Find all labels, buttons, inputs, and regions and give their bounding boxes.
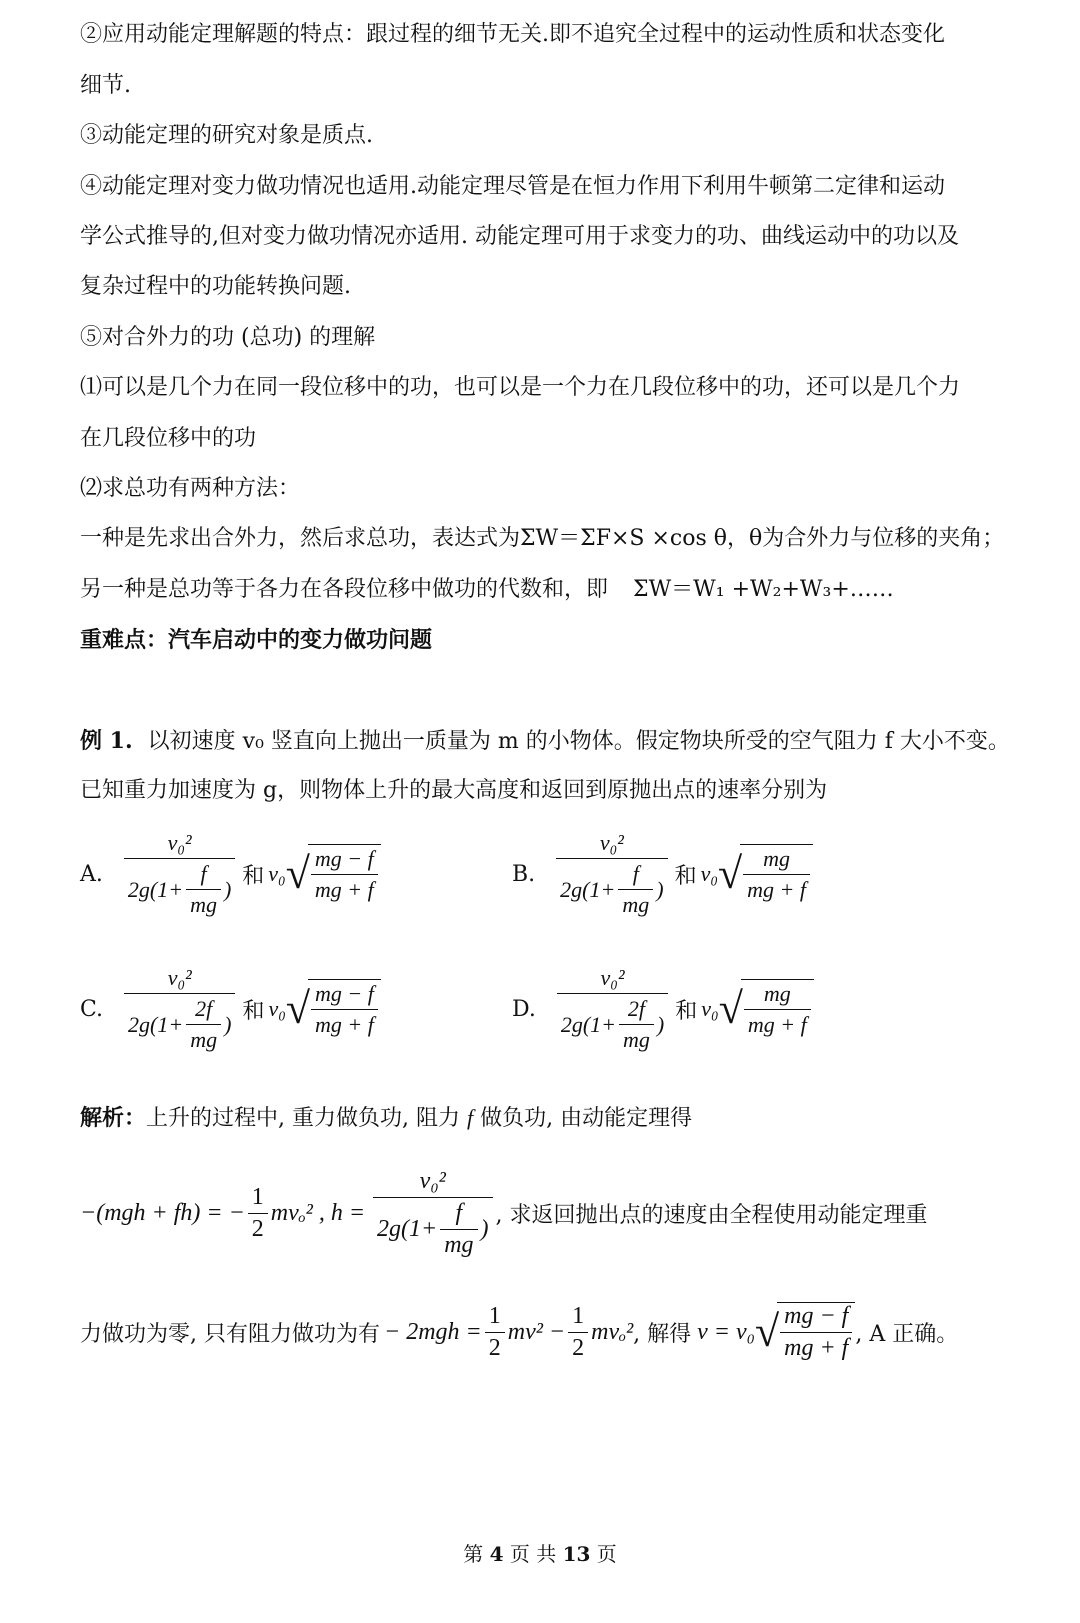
root-numerator: mg − f <box>315 981 374 1006</box>
eq2-v: v = v₀ <box>697 1318 755 1345</box>
root-fraction <box>743 846 810 903</box>
example-text: 以初速度 v₀ 竖直向上抛出一质量为 m 的小物体。假定物块所受的空气阻力 f 大小不变。 <box>147 729 1010 754</box>
fraction-numerator: 1 <box>251 1184 264 1210</box>
radical-icon: √ <box>285 849 310 898</box>
solution-text: 上升的过程中, 重力做负功, 阻力 <box>146 1106 461 1131</box>
and-word: 和 <box>675 998 698 1024</box>
fraction-numerator: v₀² <box>419 1168 446 1194</box>
radicand <box>741 979 814 1039</box>
velocity-symbol: v₀ <box>268 996 286 1021</box>
footer-text: 第 <box>463 1542 484 1566</box>
root-fraction <box>311 981 378 1038</box>
inner-denominator: mg <box>619 1024 654 1053</box>
paragraph-line: ⑴可以是几个力在同一段位移中的功，也可以是一个力在几段位移中的功，还可以是几个力 <box>80 375 961 400</box>
page-number: 4 <box>489 1542 504 1566</box>
paragraph-line: 一种是先求出合外力，然后求总功，表达式为ΣW＝ΣF×S ×cos θ，θ为合外力与位移的夹角； <box>80 526 1005 551</box>
square-root <box>286 844 381 904</box>
radical-icon: √ <box>285 984 311 1033</box>
inner-denominator: mg <box>186 889 221 918</box>
section-heading: 重难点：汽车启动中的变力做功问题 <box>80 627 433 653</box>
radical-icon: √ <box>718 984 743 1033</box>
eq1-lhs: −(mgh + fh) = − <box>80 1200 245 1226</box>
radicand <box>777 1302 855 1362</box>
radicand <box>308 844 381 904</box>
inner-numerator: f <box>455 1200 463 1226</box>
fraction-denominator <box>556 858 667 918</box>
square-root <box>718 844 813 904</box>
paragraph-line: 在几段位移中的功 <box>80 426 257 451</box>
denominator-suffix: ) <box>656 1011 665 1037</box>
paragraph-line: 学公式推导的,但对变力做功情况亦适用. 动能定理可用于求变力的功、曲线运动中的功以及 <box>80 224 959 249</box>
fraction-numerator: v₀² <box>599 830 624 855</box>
fraction-numerator: v₀² <box>600 965 625 990</box>
radicand <box>308 979 381 1039</box>
velocity-symbol: v₀ <box>268 861 286 886</box>
velocity-symbol: v₀ <box>701 996 719 1021</box>
option-letter: D. <box>512 996 536 1022</box>
root-denominator: mg + f <box>744 1009 811 1038</box>
denominator-suffix: ) <box>223 876 232 902</box>
denominator-prefix: 2g(1+ <box>128 1011 184 1037</box>
solution-intro <box>80 1103 692 1134</box>
friction-symbol: f <box>467 1105 474 1130</box>
example-line <box>80 726 1010 757</box>
root-numerator: mg − f <box>784 1303 849 1329</box>
radicand <box>740 844 813 904</box>
root-numerator: mg − f <box>314 846 374 871</box>
root-fraction <box>311 846 378 903</box>
height-fraction <box>557 965 668 1053</box>
fraction-denominator: 2 <box>248 1213 268 1243</box>
option-letter: B. <box>512 861 536 887</box>
square-root <box>719 979 814 1039</box>
inner-fraction <box>440 1200 477 1259</box>
velocity-symbol: v₀ <box>700 861 718 886</box>
fraction-numerator: 1 <box>572 1302 585 1329</box>
root-denominator: mg + f <box>780 1332 852 1362</box>
radical-icon: √ <box>755 1307 780 1356</box>
inner-fraction <box>186 861 221 918</box>
fraction-numerator: v₀² <box>167 830 192 855</box>
total-work-formula: ΣW＝W₁ +W₂+W₃+…… <box>633 577 894 602</box>
footer-text: 页 <box>596 1542 617 1566</box>
fraction-denominator <box>373 1197 493 1259</box>
inner-fraction <box>618 861 653 918</box>
denominator-suffix: ) <box>656 876 664 902</box>
paragraph-text: 另一种是总功等于各力在各段位移中做功的代数和，即 <box>80 577 609 602</box>
root-denominator: mg + f <box>311 874 378 903</box>
inner-denominator: mg <box>618 889 653 918</box>
denominator-prefix: 2g(1+ <box>560 1011 617 1037</box>
paragraph-line: 复杂过程中的功能转换问题. <box>80 274 351 299</box>
height-fraction <box>373 1168 493 1259</box>
page-total: 13 <box>562 1542 591 1566</box>
eq1-kinetic: mvₒ² <box>270 1200 313 1226</box>
denominator-suffix: ) <box>224 1011 232 1037</box>
denominator-prefix: 2g(1+ <box>560 876 616 902</box>
square-root <box>286 979 381 1039</box>
root-fraction <box>780 1303 852 1362</box>
half-fraction <box>248 1184 268 1243</box>
paragraph-line <box>80 575 894 605</box>
fraction-denominator <box>557 993 668 1053</box>
eq2-end: , A 正确。 <box>855 1321 959 1347</box>
solution-label: 解析 <box>80 1105 125 1131</box>
fraction-denominator <box>124 993 235 1053</box>
option-d <box>512 965 814 1053</box>
equation-1 <box>80 1168 928 1259</box>
option-a <box>80 830 381 918</box>
inner-fraction <box>186 996 221 1053</box>
fraction-denominator: 2 <box>485 1332 505 1362</box>
root-numerator: mg <box>763 981 791 1006</box>
inner-numerator: 2f <box>195 996 213 1021</box>
page-footer <box>0 1538 1080 1567</box>
height-fraction <box>124 965 235 1053</box>
radical-icon: √ <box>718 849 743 898</box>
and-word: 和 <box>242 863 265 889</box>
eq2-mid: , 解得 <box>633 1321 692 1347</box>
eq1-tail: , 求返回抛出点的速度由全程使用动能定理重 <box>495 1203 928 1228</box>
eq1-h: , h = <box>318 1200 366 1226</box>
paragraph-line: ②应用动能定理解题的特点：跟过程的细节无关.即不追究全过程中的运动性质和状态变化 <box>80 22 945 47</box>
denominator-suffix: ) <box>480 1216 489 1242</box>
inner-numerator: f <box>200 861 207 886</box>
root-denominator: mg + f <box>311 1009 378 1038</box>
height-fraction <box>124 830 235 918</box>
inner-denominator: mg <box>186 1024 221 1053</box>
height-fraction <box>556 830 667 918</box>
solution-text: 做负功, 由动能定理得 <box>480 1106 693 1131</box>
denominator-prefix: 2g(1+ <box>127 876 184 902</box>
root-denominator: mg + f <box>743 874 810 903</box>
option-b <box>512 830 813 918</box>
solution-colon: ： <box>124 1105 147 1131</box>
root-fraction <box>744 981 811 1038</box>
paragraph-line: ⑵求总功有两种方法： <box>80 476 301 501</box>
fraction-denominator <box>124 858 235 918</box>
paragraph-line: ④动能定理对变力做功情况也适用.动能定理尽管是在恒力作用下利用牛顿第二定律和运动 <box>80 174 945 199</box>
eq2-lhs: − 2mgh = <box>384 1318 482 1345</box>
equation-2 <box>80 1302 958 1362</box>
inner-denominator: mg <box>440 1229 477 1259</box>
option-letter: A. <box>80 861 103 887</box>
fraction-numerator: 1 <box>488 1302 501 1329</box>
inner-fraction <box>619 996 654 1053</box>
inner-numerator: 2f <box>627 996 646 1021</box>
eq2-text: 力做功为零, 只有阻力做功为有 <box>80 1321 380 1347</box>
paragraph-line: 细节. <box>80 73 131 98</box>
fraction-denominator: 2 <box>568 1332 588 1362</box>
half-fraction <box>568 1303 588 1362</box>
denominator-prefix: 2g(1+ <box>377 1216 438 1242</box>
example-line: 已知重力加速度为 g，则物体上升的最大高度和返回到原抛出点的速率分别为 <box>80 778 828 803</box>
footer-text: 页 共 <box>509 1542 557 1566</box>
example-label: 例 1. <box>80 728 133 754</box>
root-numerator: mg <box>763 846 791 871</box>
eq2-kinetic: mv² − <box>507 1318 566 1345</box>
square-root <box>755 1302 855 1362</box>
inner-numerator: f <box>632 861 639 886</box>
and-word: 和 <box>242 998 265 1024</box>
paragraph-line: ⑤对合外力的功 (总功) 的理解 <box>80 325 376 350</box>
option-c <box>80 965 381 1053</box>
and-word: 和 <box>674 863 697 889</box>
fraction-numerator: v₀² <box>167 965 192 990</box>
eq2-kinetic-initial: mvₒ² <box>591 1318 634 1345</box>
option-letter: C. <box>80 996 104 1022</box>
paragraph-line: ③动能定理的研究对象是质点. <box>80 123 373 148</box>
half-fraction <box>485 1303 505 1362</box>
